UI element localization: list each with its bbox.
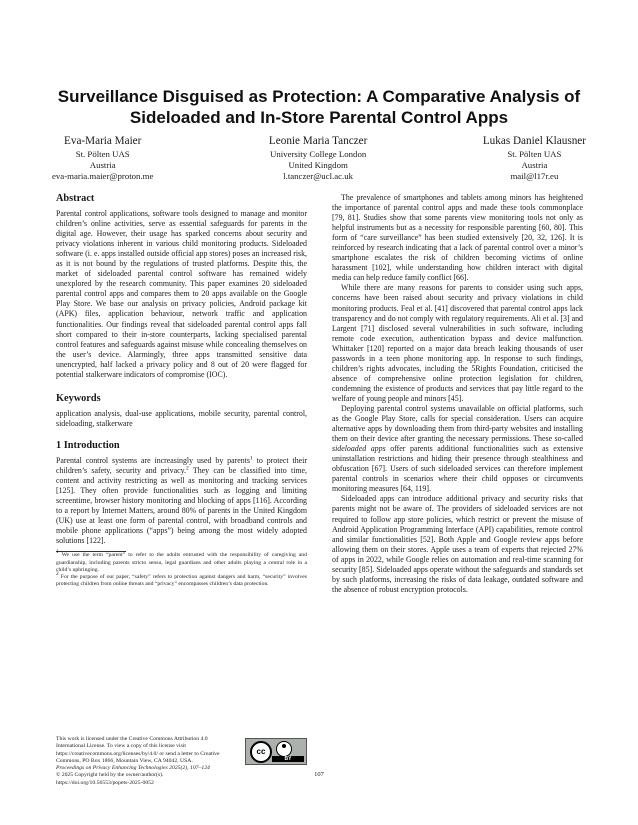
- footnote-text: We use the term “parent” to refer to the adults entrusted with the responsibility of caregiving and guardianship, including parents stricto sensu, legal guardians and other adults playing a central role in a child’s upbringing.: [56, 552, 307, 573]
- abstract-heading: Abstract: [56, 193, 95, 204]
- license-text: This work is licensed under the Creative Commons Attribution 4.0 International License. To view a copy of this license visit https://creativecommons.org/licenses/by/4.0/ or send a letter to Creative Commons, PO Box 1866, Mountain View, CA 94042, USA.: [56, 736, 220, 764]
- by-person-icon: [276, 741, 292, 757]
- author-country: United Kingdom: [288, 160, 348, 170]
- body-text: Deploying parental control systems unavailable on official platforms, such as the Google Play Store, calls for special consideration. Users can acquire alternative apps by downloading them from third-party websites and installing them on their device after granting the necessary permissions. These so-called: [332, 403, 583, 444]
- intro-text-a: Parental control systems are increasingly used by parents: [56, 455, 250, 465]
- proceedings-text: Proceedings on Privacy Enhancing Technologies 2025(2), 107–124: [56, 765, 210, 772]
- author-affiliation: St. Pölten UAS: [75, 149, 130, 159]
- intro-text-c: They can be classified into time, content and activity restricting as well as monitoring and tracking services [125]. They often provide functionalities such as logging and limiting screentime, browser history monitoring and blocking of apps [116]. According to a report by Internet Matters, around 80% of parents in the United Kingdom (UK) use at least one form of parental control, with broadband controls and mobile phone applications (“apps”) being among the most widely adopted solutions [122].: [56, 465, 308, 546]
- right-column: [332, 193, 583, 595]
- footnote-number: 2: [56, 571, 59, 578]
- paper-title: Surveillance Disguised as Protection: A Comparative Analysis of Sideloaded and In-Store Parental Control Apps: [57, 87, 581, 127]
- cc-logo: cc: [250, 741, 272, 763]
- keywords-text: application analysis, dual-use applications, mobile security, parental control, sideloading, stalkerware: [56, 408, 307, 428]
- author-email: l.tanczer@ucl.ac.uk: [283, 171, 354, 181]
- author-country: Austria: [89, 160, 116, 170]
- emphasis-term: sideloaded apps: [332, 444, 386, 454]
- footnote: [56, 571, 307, 588]
- by-label: BY: [272, 756, 304, 762]
- author-country: Austria: [521, 160, 548, 170]
- author-block: [52, 134, 153, 182]
- left-column: [56, 193, 307, 588]
- author-list: [52, 134, 586, 182]
- author-name: Leonie Maria Tanczer: [268, 135, 368, 147]
- footnote-ref: 1: [249, 455, 253, 462]
- license-block: [56, 736, 307, 787]
- body-paragraph: [332, 404, 583, 494]
- body-text: offer parents additional functionalities such as extensive uninstallation restrictions and hiding their presence through stealthiness and obfuscation [67]. Users of such sideloaded services can therefore implement parental controls in scenarios where their child opposes or circumvents monitoring measures [64, 119].: [332, 444, 584, 494]
- footnote-ref: 2: [186, 465, 189, 472]
- author-email: mail@l17r.eu: [510, 171, 559, 181]
- footnote: [56, 549, 307, 574]
- author-block: [483, 134, 586, 182]
- body-paragraph: The prevalence of smartphones and tablets among minors has heightened the importance of parental control apps and made these tools commonplace [79, 81]. Studies show that some parents view monitoring tools not only as helpful instruments but as a necessity for responsible parenting [60, 80]. This form of “care surveillance” has been studied extensively [20, 32, 126]. It is reinforced by research indicating that a lack of parental control over a minor’s smartphone escalates the risk of children becoming victims of online harassment [102], while understanding how children interact with digital media can help reduce family conflict [66].: [332, 193, 583, 283]
- author-name: Eva-Maria Maier: [64, 135, 142, 147]
- introduction-heading: 1 Introduction: [56, 439, 120, 451]
- footnote-text: For the purpose of our paper, “safety” refers to protection against dangers and harm, “security” involves protecting children from online threats and “privacy” encompasses children’s data protection.: [56, 573, 307, 588]
- author-affiliation: University College London: [269, 149, 367, 159]
- author-affiliation: St. Pölten UAS: [507, 149, 562, 159]
- body-paragraph: While there are many reasons for parents to consider using such apps, concerns have been raised about security and privacy violations in child monitoring products. Feal et al. [41] discovered that parental control apps lack transparency and do not comply with regulatory requirements. Ali et al. [3] and Largent [71] disclosed several vulnerabilities in such software, including remote code execution, authentication bypass and device malfunction. Whittaker [120] reported on a major data breach leaking thousands of user passwords in a teen phone monitoring app. In response to such findings, children’s rights advocates, including the 5Rights Foundation, criticised the absence of comprehensive online protection legislation for children, condemning the existence of products and services that pay little regard to the welfare of young people and minors [45].: [332, 283, 583, 403]
- doi-link[interactable]: https://doi.org/10.56553/popets-2025-0052: [56, 779, 154, 786]
- footnote-number: 1: [56, 549, 59, 556]
- copyright-line: © 2025 Copyright held by the owner/author(s).: [56, 772, 164, 779]
- page-number: 107: [314, 771, 324, 778]
- footnotes: [56, 551, 307, 588]
- author-block: [269, 134, 367, 182]
- author-email: eva-maria.maier@proton.me: [52, 171, 154, 181]
- author-name: Lukas Daniel Klausner: [482, 135, 586, 147]
- body-paragraph: Sideloaded apps can introduce additional privacy and security risks that parents might not be aware of. The providers of sideloaded services are not required to follow app store policies, which restrict or prevent the misuse of Android Application Programming Interface (API) capabilities, remote control and similar functionalities [52]. Both Apple and Google review apps before allowing them on their stores. Apple uses a team of experts that rejected 27% of apps in 2022, while Google relies on automation and real-time scanning for security [85]. Sideloaded apps operate without the safeguards and standards set by such platforms, increasing the risks of data leakage, outdated software and the absence of robust encryption protocols.: [332, 494, 583, 594]
- intro-text-b: to protect their children’s safety, security and privacy.: [56, 455, 307, 475]
- keywords-heading: Keywords: [56, 392, 101, 404]
- introduction-paragraph: [56, 456, 307, 546]
- cc-by-badge-icon: [245, 738, 307, 765]
- abstract-text: Parental control applications, software tools designed to manage and monitor children’s online activities, serve as essential safeguards for parents in the digital age. However, their usage has sparked concerns about security and privacy violations inherent in various child monitoring products. Sideloaded software (i. e. apps installed outside official app stores) poses an increased risk, as it is not bound by the regulations of trusted platforms. Despite this, the market of sideloaded parental control software has remained widely unexplored by the research community. This paper examines 20 sideloaded parental control apps and compares them to 20 apps available on the Google Play Store. We base our analysis on privacy policies, Android package kit (APK) files, application behaviour, network traffic and application functionalities. Our findings reveal that sideloaded parental control apps fall short compared to their in-store counterparts, lacking specialised parental control features and safeguards against misuse while concealing themselves on the user’s device. Alarmingly, three apps transmitted sensitive data unencrypted, half lacked a privacy policy and 8 out of 20 were flagged for potential stalkerware indicators of compromise (IOC).: [56, 209, 307, 379]
- license-row: [56, 736, 307, 765]
